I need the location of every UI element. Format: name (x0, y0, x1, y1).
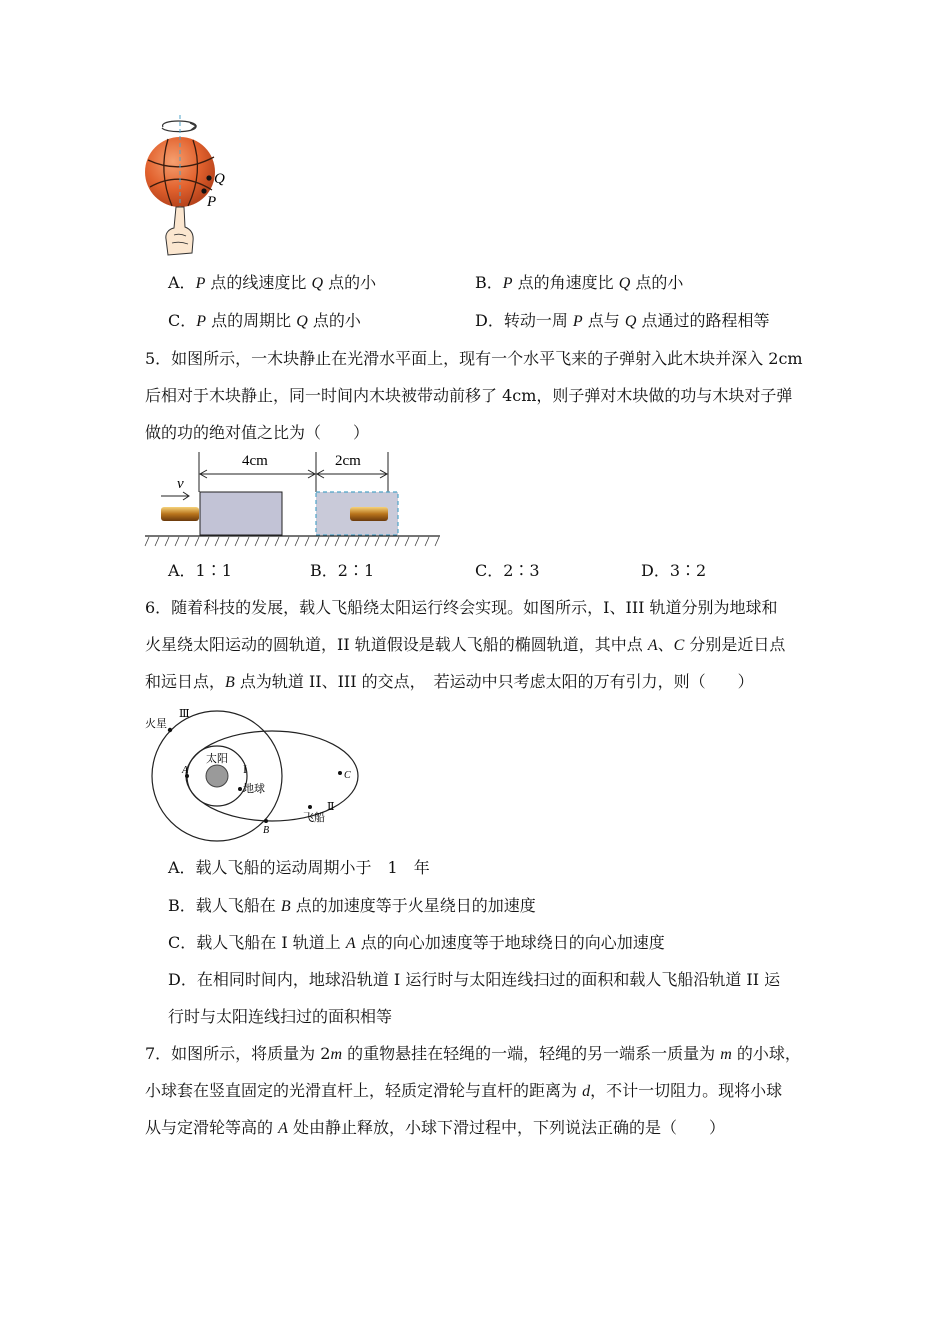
orbit-iii-label: Ⅲ (179, 708, 190, 720)
bullet-before (161, 507, 199, 521)
earth-dot (238, 787, 242, 791)
distance-2cm-arrow (317, 470, 387, 478)
q7-stem-line-1: 7．如图所示，将质量为 2m 的重物悬挂在轻绳的一端，轻绳的另一端系一质量为 m 的小球， (145, 1044, 801, 1063)
point-p-label: P (207, 194, 217, 210)
q5-option-d: D．3∶2 (641, 561, 707, 580)
velocity-label: v (177, 476, 184, 492)
point-q-dot (206, 175, 211, 180)
q7-stem-line-2: 小球套在竖直固定的光滑直杆上，轻质定滑轮与直杆的距离为 d，不计一切阻力。现将小球 (145, 1081, 783, 1100)
point-q-label: Q (214, 171, 225, 187)
orbit-figure (145, 700, 375, 840)
point-a-label: A (182, 765, 189, 776)
q6-stem-line-3: 和远日点，B 点为轨道 II、III 的交点， 若运动中只考虑太阳的万有引力，则（ ） (145, 672, 754, 691)
mars-dot (168, 728, 172, 732)
q4-option-a: A．P 点的线速度比 Q 点的小 (168, 273, 377, 292)
point-b-dot (264, 819, 268, 823)
rotation-arrow-icon (162, 121, 196, 132)
block-initial (200, 492, 282, 535)
point-c-dot (338, 771, 342, 775)
sun (206, 765, 228, 787)
distance-4cm-arrow (200, 470, 315, 478)
q5-option-a: A．1∶1 (168, 561, 232, 580)
bullet-block-figure (145, 450, 445, 550)
ground-hatching (145, 537, 439, 546)
mars-label: 火星 (145, 718, 167, 730)
q6-option-c: C．载人飞船在 I 轨道上 A 点的向心加速度等于地球绕日的向心加速度 (168, 933, 665, 952)
velocity-arrow (161, 492, 189, 500)
distance-4cm-label: 4cm (242, 453, 268, 469)
q5-stem-line-3: 做的功的绝对值之比为（ ） (145, 423, 370, 442)
q5-stem-line-1: 5．如图所示，一木块静止在光滑水平面上，现有一个水平飞来的子弹射入此木块并深入 2cm (145, 349, 803, 368)
sun-label: 太阳 (206, 753, 228, 765)
basketball-figure (138, 115, 248, 265)
ship-dot (308, 805, 312, 809)
q6-stem-line-1: 6．随着科技的发展，载人飞船绕太阳运行终会实现。如图所示，I、III 轨道分别为地球和 (145, 598, 778, 617)
point-c-label: C (344, 770, 351, 781)
q4-option-c: C．P 点的周期比 Q 点的小 (168, 311, 361, 330)
q6-option-a: A．载人飞船的运动周期小于 1 年 (168, 858, 430, 877)
earth-label: 地球 (243, 783, 265, 795)
distance-2cm-label: 2cm (335, 453, 361, 469)
q5-option-c: C．2∶3 (475, 561, 540, 580)
q6-stem-line-2: 火星绕太阳运动的圆轨道，II 轨道假设是载人飞船的椭圆轨道，其中点 A、C 分别是近日点 (145, 635, 786, 654)
q7-stem-line-3: 从与定滑轮等高的 A 处由静止释放，小球下滑过程中，下列说法正确的是（ ） (145, 1118, 725, 1137)
q4-option-d: D．转动一周 P 点与 Q 点通过的路程相等 (475, 311, 770, 330)
point-b-label: B (263, 825, 270, 836)
q6-option-b: B．载人飞船在 B 点的加速度等于火星绕日的加速度 (168, 896, 536, 915)
q6-option-d-line-1: D．在相同时间内，地球沿轨道 I 运行时与太阳连线扫过的面积和载人飞船沿轨道 II 运 (168, 970, 781, 989)
orbit-i-label: I (243, 762, 247, 776)
orbit-ii-label: Ⅱ (327, 801, 335, 813)
q5-option-b: B．2∶1 (310, 561, 375, 580)
q5-stem-line-2: 后相对于木块静止，同一时间内木块被带动前移了 4cm，则子弹对木块做的功与木块对子弹 (145, 386, 793, 405)
hand-icon (166, 207, 193, 255)
bullet-embedded (350, 507, 388, 521)
ship-label: 飞船 (303, 812, 325, 824)
point-p-dot (201, 188, 206, 193)
q6-option-d-line-2: 行时与太阳连线扫过的面积相等 (168, 1007, 393, 1026)
q4-option-b: B．P 点的角速度比 Q 点的小 (475, 273, 684, 292)
